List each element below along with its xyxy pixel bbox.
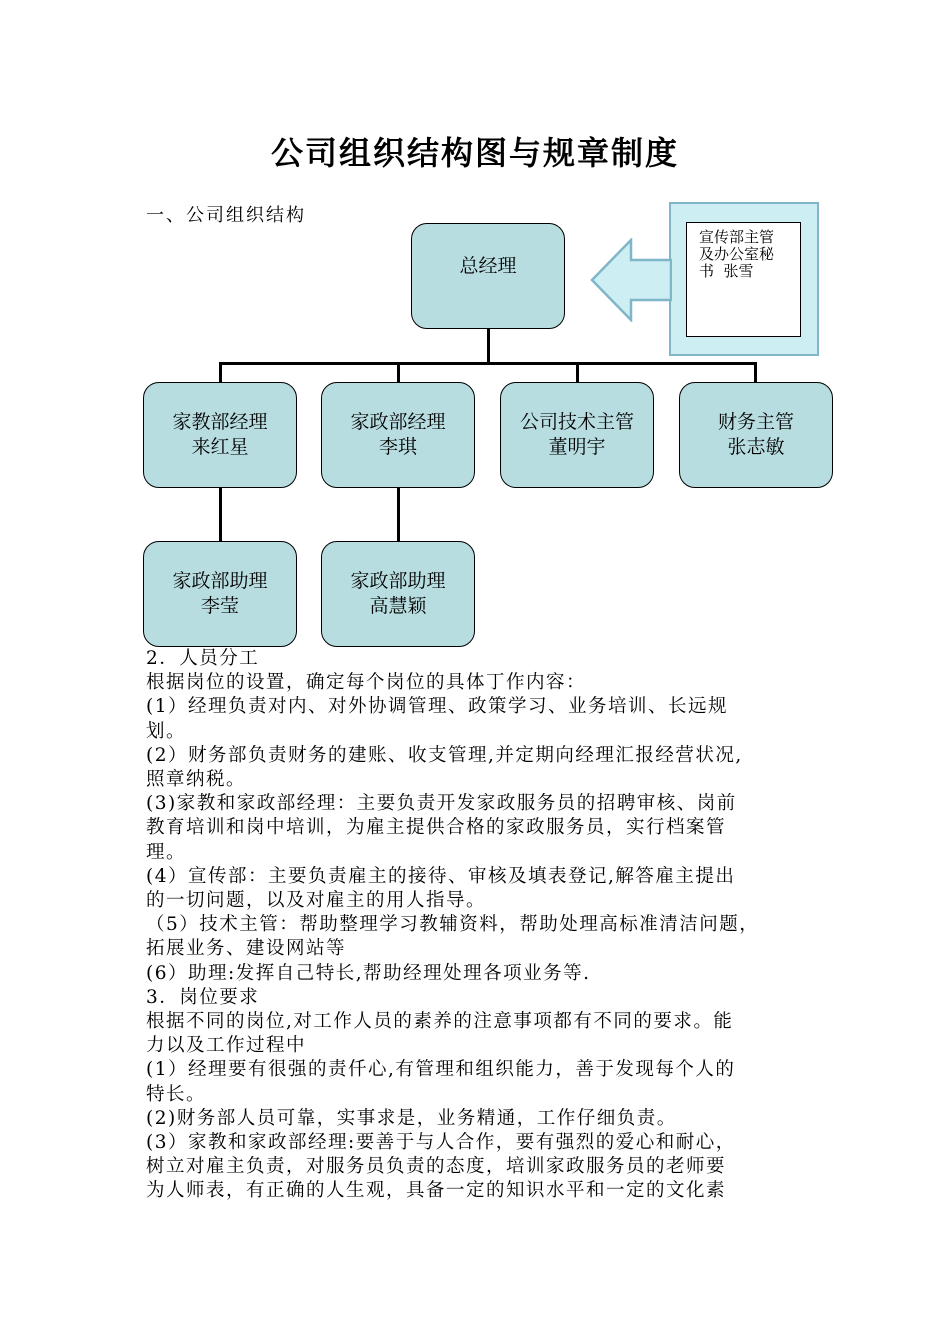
body-line: 为人师表，有正确的人生观，具备一定的知识水平和一定的文化素 (146, 1180, 727, 1202)
org-node-tech-supervisor (500, 382, 654, 488)
note-box-publicity (686, 222, 801, 337)
org-node-title: 家政部助理 (172, 570, 268, 592)
body-line: 特长。 (146, 1083, 207, 1105)
body-line: 树立对雇主负责，对服务员负责的态度，培训家政服务员的老师要 (146, 1156, 727, 1178)
org-node-title: 总经理 (459, 255, 517, 277)
org-node-person: 李琪 (378, 436, 417, 458)
body-line: (4）宣传部：主要负责雇主的接待、审核及填表登记,解答雇主提出 (146, 865, 736, 887)
org-node-title: 家教部经理 (172, 411, 268, 433)
note-line: 书 张雪 (699, 262, 754, 280)
left-arrow-icon (590, 238, 672, 322)
body-line: 理。 (146, 841, 187, 863)
body-line: 2．人员分工 (146, 648, 260, 669)
body-line: 拓展业务、建设网站等 (146, 938, 347, 960)
section-heading: 一、公司组织结构 (146, 205, 306, 226)
body-text (146, 647, 816, 1204)
org-node-title: 公司技术主管 (519, 411, 634, 433)
note-line: 宣传部主管 (699, 228, 775, 246)
org-node-finance-supervisor (679, 382, 833, 488)
body-line: 3．岗位要求 (146, 986, 260, 1008)
org-node-person: 张志敏 (727, 436, 785, 458)
body-line: (1）经理负责对内、对外协调管理、政策学习、业务培训、长远规 (146, 696, 728, 718)
body-line: (2)财务部人员可靠，实事求是，业务精通，工作仔细负责。 (146, 1107, 677, 1129)
org-node-assistant-1 (143, 541, 297, 647)
org-node-housekeeping-manager (321, 382, 475, 488)
connector-drop-3 (576, 362, 579, 382)
org-node-person: 来红星 (191, 436, 249, 458)
org-node-tutoring-manager (143, 382, 297, 488)
body-line: (2）财务部负责财务的建账、收支管理,并定期向经理汇报经营状况, (146, 744, 743, 766)
body-line: 的一切问题，以及对雇主的用人指导。 (146, 890, 487, 912)
connector-horizontal (219, 362, 757, 365)
org-node-person: 李莹 (200, 595, 239, 617)
org-node-title: 财务主管 (717, 411, 794, 433)
connector-gm-down (487, 328, 490, 364)
body-line: 根据岗位的设置，确定每个岗位的具体丁作内容： (146, 672, 587, 694)
body-line: (1）经理要有很强的责仟心,有管理和组织能力，善于发现每个人的 (146, 1059, 736, 1081)
body-line: (3)家教和家政部经理：主要负责开发家政服务员的招聘审核、岗前 (146, 793, 737, 815)
connector-drop-2 (397, 362, 400, 382)
page-title: 公司组织结构图与规章制度 (270, 134, 679, 172)
body-line: (6）助理:发挥自己特长,帮助经理处理各项业务等. (146, 962, 591, 984)
org-node-title: 家政部经理 (350, 411, 446, 433)
org-node-title: 家政部助理 (350, 570, 446, 592)
connector-l2-l3-1 (219, 487, 222, 541)
connector-l2-l3-2 (397, 487, 400, 541)
body-line: 根据不同的岗位,对工作人员的素养的注意事项都有不同的要求。能 (146, 1011, 734, 1033)
org-node-general-manager (411, 223, 565, 329)
note-line: 及办公室秘 (699, 245, 775, 263)
org-node-person: 董明宇 (548, 436, 606, 458)
connector-drop-1 (219, 362, 222, 382)
org-node-assistant-2 (321, 541, 475, 647)
body-line: 划。 (146, 720, 187, 742)
body-line: 教育培训和岗中培训，为雇主提供合格的家政服务员，实行档案管 (146, 817, 727, 839)
body-line: 照章纳税。 (146, 769, 247, 791)
body-line: 力以及工作过程中 (146, 1035, 307, 1057)
body-line: （5）技术主管：帮助整理学习教辅资料，帮助处理高标准清洁问题， (146, 914, 760, 936)
org-node-person: 高慧颖 (369, 595, 427, 617)
connector-drop-4 (754, 362, 757, 382)
body-line: (3）家教和家政部经理:要善于与人合作，要有强烈的爱心和耐心， (146, 1132, 736, 1154)
